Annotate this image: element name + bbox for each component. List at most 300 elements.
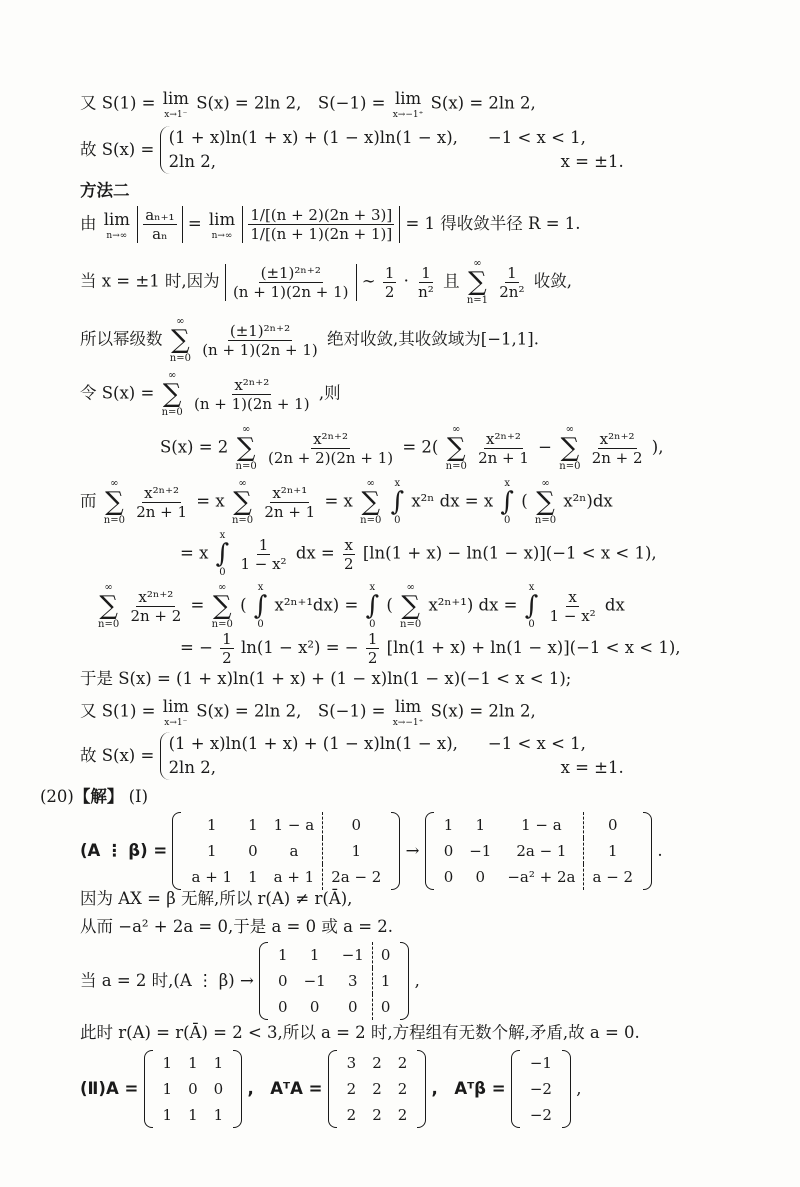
- sum-sign: ∑: [446, 433, 466, 463]
- piecewise-result-1: [80, 126, 624, 174]
- sum-operator: [98, 582, 119, 630]
- numerator: 1: [367, 630, 378, 648]
- matrix-row: [183, 838, 389, 864]
- text: .: [657, 841, 663, 860]
- text: ),: [651, 437, 664, 457]
- denominator: 2n²: [499, 282, 525, 301]
- sum-sup: ∞: [565, 424, 575, 435]
- matrix-cell: 2: [397, 1080, 408, 1098]
- lim-word: lim: [162, 89, 189, 108]
- numerator: x: [568, 587, 577, 606]
- text: 令 S(x) =: [80, 383, 155, 403]
- text: 收敛,: [533, 271, 572, 291]
- matrix-row: [155, 1102, 232, 1128]
- matrix-table: [339, 1050, 416, 1128]
- text: 由: [80, 214, 97, 233]
- integral-sign: ∫: [524, 591, 539, 621]
- S-formula-line: 于是 S(x) = (1 + x)ln(1 + x) + (1 − x)ln(1 − x)(−1 < x < 1);: [80, 669, 572, 688]
- text: 故 S(x) =: [80, 746, 155, 765]
- matrix-lhs: (A ⋮ β) =: [80, 841, 168, 860]
- abs-value: [225, 264, 357, 301]
- lim-word: lim: [208, 209, 236, 229]
- matrix-cell: 0: [248, 842, 258, 860]
- problem-20-heading: [40, 786, 148, 808]
- matrix-cell: 1: [162, 1080, 173, 1098]
- matrix-cell: 0: [309, 998, 320, 1016]
- matrix-cell: 1 − a: [521, 816, 562, 834]
- integral-operator: [216, 530, 230, 578]
- matrix-cell: 1: [248, 816, 258, 834]
- fraction: [262, 484, 317, 521]
- sum-sub: n=0: [211, 619, 233, 630]
- matrix-cell: 1: [188, 1106, 198, 1124]
- fraction: [416, 264, 436, 301]
- text: , Aᵀβ =: [431, 1079, 506, 1098]
- fraction: [497, 264, 526, 301]
- text: =: [190, 595, 205, 615]
- matrix-cell: −1: [303, 972, 326, 990]
- numerator: 1/[(n + 2)(2n + 3)]: [250, 206, 393, 224]
- sum-operator: [162, 370, 183, 418]
- matrix-cell: 1: [309, 946, 320, 964]
- method-two-heading: 方法二: [80, 181, 130, 200]
- denominator: (n + 1)(2n + 1): [232, 282, 349, 301]
- limit-line-1: [80, 88, 536, 120]
- text: =: [187, 214, 202, 233]
- matrix-cell: 1: [162, 1054, 173, 1072]
- denominator: 2n + 1: [478, 448, 529, 467]
- sum-sign: ∑: [233, 487, 252, 517]
- sum-sign: ∑: [236, 433, 256, 463]
- matrix-row: [155, 1076, 232, 1102]
- matrix-cell: 1: [278, 946, 288, 964]
- int-lower: 0: [369, 619, 376, 630]
- numerator: x²ⁿ⁺¹: [272, 483, 308, 502]
- matrix-table: [522, 1050, 560, 1128]
- matrix-row: [183, 864, 389, 890]
- left-paren: [511, 1050, 520, 1128]
- fraction: [231, 264, 351, 301]
- matrix-cell: 2: [346, 1106, 357, 1124]
- denominator: 1/[(n + 1)(2n + 1)]: [250, 225, 393, 243]
- sum-sub: n=0: [161, 407, 183, 418]
- denominator: 2n + 1: [136, 502, 188, 521]
- numerator: 1: [421, 263, 431, 282]
- numerator: (±1)²ⁿ⁺²: [260, 263, 321, 282]
- fraction: [548, 588, 598, 625]
- sum-sup: ∞: [104, 582, 113, 593]
- denominator: 1 − x²: [240, 554, 287, 573]
- text: ∼: [361, 271, 376, 291]
- matrix-A: [144, 1050, 243, 1128]
- sum-sign: ∑: [212, 591, 232, 621]
- lim-word: lim: [103, 209, 130, 229]
- piecewise-result-2: [80, 732, 624, 780]
- matrix-cell: −a² + 2a: [507, 868, 576, 886]
- sum-sup: ∞: [110, 478, 119, 489]
- sum-sub: n=0: [400, 619, 422, 630]
- solve-a-line: 从而 −a² + 2a = 0,于是 a = 0 或 a = 2.: [80, 917, 394, 936]
- text: x²ⁿ⁺¹dx) =: [274, 595, 359, 615]
- sum-operator: [559, 424, 580, 472]
- matrix-ATb: [511, 1050, 571, 1128]
- limit-operator: [393, 696, 424, 728]
- denominator: 2: [384, 282, 395, 301]
- fraction: [200, 322, 320, 359]
- numerator: 1: [258, 535, 269, 554]
- matrix-cell: 1: [188, 1054, 198, 1072]
- case-1: (1 + x)ln(1 + x) + (1 − x)ln(1 − x),: [168, 734, 458, 753]
- left-paren: [172, 812, 181, 890]
- integral-operator: [391, 478, 405, 526]
- sum-sup: ∞: [218, 582, 227, 593]
- matrix-row: [183, 812, 389, 838]
- abs-value: [137, 206, 182, 243]
- int-lower: 0: [528, 619, 535, 630]
- matrix-cell: a: [289, 842, 299, 860]
- denominator: 2n + 2: [591, 448, 643, 467]
- matrix-cell: 0: [475, 868, 486, 886]
- int-upper: x: [257, 582, 264, 593]
- text: ·: [403, 271, 409, 291]
- sum-sub: n=0: [103, 515, 125, 526]
- fraction: [238, 536, 288, 573]
- numerator: 1: [222, 630, 232, 648]
- sum-operator: [446, 424, 467, 472]
- numerator: 1: [507, 263, 517, 282]
- matrix-cell: 1: [372, 968, 398, 994]
- text: x²ⁿ⁺¹) dx =: [428, 595, 518, 615]
- lim-sub: x→1⁻: [164, 718, 188, 728]
- text: ,则: [318, 383, 341, 403]
- sum-sign: ∑: [361, 487, 380, 517]
- a2-matrix-line: [80, 942, 420, 1020]
- matrix-cell: 2: [372, 1106, 382, 1124]
- matrix-cell: 0: [584, 812, 641, 838]
- cond-1: −1 < x < 1,: [487, 734, 586, 753]
- sum-operator: [400, 582, 421, 630]
- int-lower: 0: [394, 515, 401, 526]
- text: S(x) = 2ln 2, S(−1) =: [196, 93, 386, 113]
- fraction: [266, 430, 395, 467]
- cond-2: x = ±1.: [560, 758, 624, 777]
- lim-sub: x→−1⁺: [392, 110, 424, 120]
- matrix-table: [270, 942, 398, 1020]
- integral-sign: ∫: [253, 591, 268, 621]
- matrix-cell: 2a − 2: [323, 864, 390, 890]
- lim-word: lim: [162, 697, 189, 716]
- fraction: [134, 484, 189, 521]
- denominator: (n + 1)(2n + 1): [202, 340, 318, 359]
- piecewise-brace: [160, 126, 624, 174]
- text: [ln(1 + x) − ln(1 − x)](−1 < x < 1),: [362, 543, 657, 563]
- matrix-cell: a − 2: [584, 864, 641, 890]
- numerator: x²ⁿ⁺²: [234, 375, 270, 394]
- text: S(x) = 2ln 2,: [430, 93, 536, 113]
- numerator: x²ⁿ⁺²: [138, 587, 174, 606]
- matrix-cell: 1: [207, 816, 217, 834]
- numerator: x²ⁿ⁺²: [144, 483, 180, 502]
- first-sum-line: [80, 478, 613, 526]
- text: (: [386, 595, 393, 615]
- numerator: x²ⁿ⁺²: [313, 429, 348, 448]
- matrix-row: [522, 1102, 560, 1128]
- text: 当 a = 2 时,(A ⋮ β) →: [80, 971, 254, 990]
- fraction: [192, 376, 312, 413]
- fraction: [128, 588, 183, 625]
- numerator: x: [344, 535, 354, 554]
- right-paren: [391, 812, 400, 890]
- text: = −: [180, 638, 213, 657]
- text: 绝对收敛,其收敛域为[−1,1].: [327, 329, 539, 349]
- right-paren: [233, 1050, 242, 1128]
- denominator: (2n + 2)(2n + 1): [267, 448, 394, 467]
- matrix-cell: 3: [347, 972, 358, 990]
- sum-sub: n=0: [559, 461, 581, 472]
- sum-sub: n=0: [98, 619, 120, 630]
- sum-sign: ∑: [99, 591, 118, 621]
- limit-line-2: [80, 696, 536, 728]
- sum-sup: ∞: [473, 258, 482, 269]
- matrix-cell: 0: [443, 842, 454, 860]
- matrix-cell: 0: [372, 994, 398, 1020]
- text: dx: [604, 595, 625, 615]
- matrix-cell: 2: [397, 1106, 408, 1124]
- sum-sign: ∑: [105, 487, 124, 517]
- matrix-cell: 0: [443, 868, 454, 886]
- text: ,: [576, 1079, 582, 1098]
- integral-sign: ∫: [500, 487, 514, 517]
- right-paren: [417, 1050, 426, 1128]
- matrix-cell: 2a − 1: [516, 842, 567, 860]
- abs-value: [242, 206, 400, 243]
- lim-sub: n→∞: [106, 230, 128, 241]
- right-paren: [643, 812, 652, 890]
- text: S(x) = 2: [160, 437, 229, 457]
- denominator: 1 − x²: [549, 606, 596, 625]
- matrix-row: [339, 1102, 416, 1128]
- cond-1: −1 < x < 1,: [487, 128, 586, 147]
- part-label: (Ⅰ): [128, 787, 149, 806]
- sum-operator: [104, 478, 125, 526]
- text: x²ⁿ dx = x: [411, 491, 494, 511]
- matrix-cell: 1: [207, 842, 217, 860]
- denominator: aₙ: [152, 225, 168, 243]
- integral-operator: [366, 582, 380, 630]
- integral-operator: [254, 582, 268, 630]
- augmented-matrix: [172, 812, 400, 890]
- text: S(x) = 2ln 2,: [430, 701, 536, 721]
- denominator: 2: [344, 554, 354, 573]
- matrix-cell: 1: [162, 1106, 173, 1124]
- limit-operator: [163, 88, 189, 120]
- sum-sub: n=0: [445, 461, 467, 472]
- limit-operator: [104, 209, 130, 241]
- denominator: n²: [418, 282, 434, 301]
- matrix-row: [339, 1050, 416, 1076]
- matrix-cell: 0: [347, 998, 358, 1016]
- numerator: 1: [384, 263, 395, 282]
- matrix-table: [436, 812, 641, 890]
- sum-sign: ∑: [401, 591, 420, 621]
- matrix-cell: 1: [443, 816, 454, 834]
- matrix-cell: 1: [475, 816, 486, 834]
- left-paren: [144, 1050, 153, 1128]
- augmented-matrix-line: [80, 812, 663, 890]
- lim-sub: n→∞: [211, 230, 233, 241]
- fraction: [248, 206, 394, 243]
- fraction: [590, 430, 645, 467]
- text: [ln(1 + x) + ln(1 − x)](−1 < x < 1),: [386, 638, 681, 657]
- matrix-cell: 1 − a: [273, 816, 315, 834]
- arrow: →: [405, 841, 420, 860]
- numerator: x²ⁿ⁺²: [486, 429, 521, 448]
- text: 且: [443, 271, 460, 291]
- lim-sub: x→1⁻: [164, 110, 188, 120]
- matrix-table: [155, 1050, 232, 1128]
- matrix-row: [436, 838, 641, 864]
- right-paren: [400, 942, 409, 1020]
- text: ,: [414, 971, 420, 990]
- matrix-cell: −1: [529, 1054, 552, 1072]
- sum-sign: ∑: [536, 487, 555, 517]
- text: = x: [324, 491, 353, 511]
- sum-operator: [236, 424, 257, 472]
- denominator: 2n + 2: [130, 606, 182, 625]
- lim-word: lim: [394, 697, 422, 716]
- sum-sign: ∑: [468, 267, 487, 297]
- sum-sub: n=0: [360, 515, 382, 526]
- matrix-cell: 0: [278, 972, 288, 990]
- integral-sign: ∫: [365, 591, 380, 621]
- matrix-cell: 2: [372, 1054, 382, 1072]
- matrix-cell: 2: [346, 1080, 357, 1098]
- text: (Ⅱ)A =: [80, 1079, 139, 1098]
- sum-sup: ∞: [176, 316, 185, 327]
- matrix-cell: −1: [469, 842, 492, 860]
- fraction: [383, 264, 397, 301]
- radius-line: [80, 206, 581, 243]
- matrix-row: [270, 942, 398, 968]
- case-1: (1 + x)ln(1 + x) + (1 − x)ln(1 − x),: [168, 128, 458, 147]
- sum-sub: n=0: [169, 353, 191, 364]
- matrix-row: [522, 1076, 560, 1102]
- matrix-cell: −1: [341, 946, 364, 964]
- matrix-cell: 2: [372, 1080, 382, 1098]
- split-sum-line: [160, 424, 663, 472]
- convergence-line: [80, 316, 539, 364]
- text: , AᵀA =: [247, 1079, 323, 1098]
- left-paren: [259, 942, 268, 1020]
- matrix-cell: 2: [397, 1054, 408, 1072]
- contradiction-line: 此时 r(A) = r(Ā) = 2 < 3,所以 a = 2 时,方程组有无数个解,矛盾,故 a = 0.: [80, 1023, 640, 1042]
- matrix-cell: 3: [346, 1054, 357, 1072]
- sum-operator: [212, 582, 233, 630]
- int-upper: x: [394, 478, 401, 489]
- sum-operator: [467, 258, 488, 306]
- text: ln(1 − x²) = −: [240, 638, 359, 657]
- integral-operator: [500, 478, 514, 526]
- matrix-ATA: [328, 1050, 427, 1128]
- case-2: 2ln 2,: [168, 152, 216, 171]
- text: = 2(: [402, 437, 439, 457]
- rank-line: 因为 AX = β 无解,所以 r(A) ≠ r(Ā),: [80, 889, 353, 908]
- fraction: [143, 206, 176, 243]
- sum-sup: ∞: [541, 478, 550, 489]
- sum-sup: ∞: [241, 424, 251, 435]
- integral-operator: [525, 582, 539, 630]
- matrix-table: [183, 812, 389, 890]
- denominator: 2: [222, 649, 232, 667]
- text: = x: [196, 491, 225, 511]
- matrix-cell: 0: [188, 1080, 198, 1098]
- matrix-row: [436, 864, 641, 890]
- matrix-cell: 1: [213, 1054, 224, 1072]
- text: −: [538, 437, 552, 457]
- a2-matrix: [259, 942, 409, 1020]
- int-lower: 0: [257, 619, 264, 630]
- sum-sup: ∞: [366, 478, 375, 489]
- text: 当 x = ±1 时,因为: [80, 271, 220, 291]
- sum-sign: ∑: [560, 433, 580, 463]
- sum-sup: ∞: [238, 478, 247, 489]
- int-lower: 0: [219, 567, 226, 578]
- first-sum-result: [180, 530, 657, 578]
- endpoint-line: [80, 258, 572, 306]
- int-upper: x: [504, 478, 510, 489]
- text: 又 S(1) =: [80, 701, 156, 721]
- fraction: [366, 630, 380, 667]
- matrix-cell: 0: [213, 1080, 224, 1098]
- sum-sign: ∑: [162, 379, 182, 409]
- sum-sub: n=0: [534, 515, 557, 526]
- lim-word: lim: [394, 89, 422, 108]
- piecewise-brace: [160, 732, 624, 780]
- sum-sup: ∞: [167, 370, 177, 381]
- text: S(x) = 2ln 2, S(−1) =: [196, 701, 386, 721]
- matrix-row: [339, 1076, 416, 1102]
- int-upper: x: [219, 530, 226, 541]
- matrix-row: [522, 1050, 560, 1076]
- text: = 1 得收敛半径 R = 1.: [405, 214, 581, 233]
- solution-tag: 【解】: [73, 787, 124, 806]
- fraction: [342, 536, 356, 573]
- sum-operator: [535, 478, 556, 526]
- matrix-row: [270, 968, 398, 994]
- denominator: 2n + 1: [264, 502, 316, 521]
- sum-operator: [170, 316, 191, 364]
- sum-sub: n=1: [466, 295, 489, 306]
- text: 而: [80, 491, 97, 511]
- define-S-line: [80, 370, 341, 418]
- second-sum-result: [180, 630, 681, 667]
- problem-number: (20): [40, 787, 74, 806]
- sum-sign: ∑: [171, 325, 190, 355]
- text: 故 S(x) =: [80, 140, 155, 159]
- matrix-cell: −2: [529, 1080, 552, 1098]
- text: 又 S(1) =: [80, 93, 156, 113]
- text: 所以幂级数: [80, 329, 163, 349]
- denominator: 2: [367, 649, 378, 667]
- int-lower: 0: [503, 515, 511, 526]
- text: = x: [180, 543, 209, 563]
- limit-operator: [209, 209, 235, 241]
- lim-sub: x→−1⁺: [392, 718, 424, 728]
- matrix-row: [270, 994, 398, 1020]
- fraction: [476, 430, 531, 467]
- matrix-cell: 0: [323, 812, 390, 838]
- sum-sup: ∞: [452, 424, 461, 435]
